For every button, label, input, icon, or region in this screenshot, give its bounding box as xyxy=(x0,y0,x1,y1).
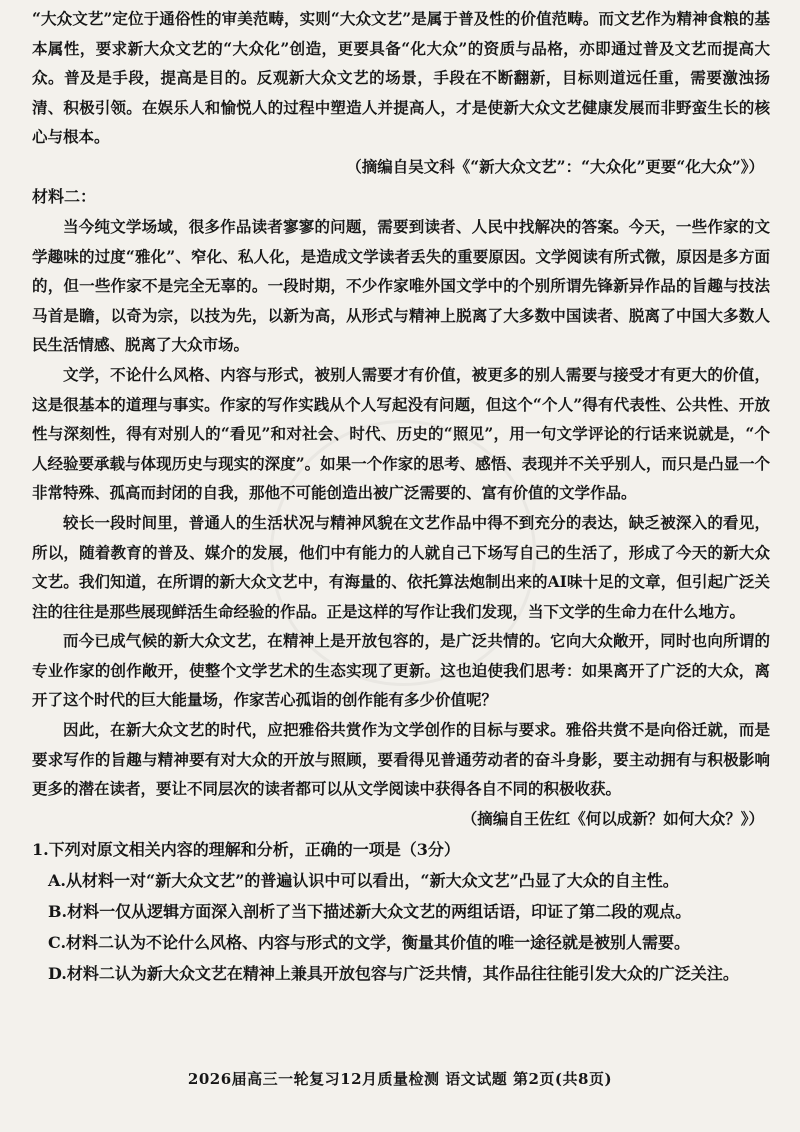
material2-title: 材料二： xyxy=(32,186,97,206)
material2-paragraph-3: 较长一段时间里，普通人的生活状况与精神风貌在文艺作品中得不到充分的表达，缺乏被深入的看见，所以，随着教育的普及、媒介的发展，他们中有能力的人就自己下场写自己的生活了，形成了今天的新大众文艺。我们知道，在所谓的新大众文艺中，有海量的、依托算法炮制出来的AI味十足的文章，但引起广泛关注的往往是那些展现鲜活生命经验的作品。正是这样的写作让我们发现，当下文学的生命力在什么地方。 xyxy=(32,512,770,621)
question-1-option-c xyxy=(32,927,770,958)
material2-paragraph-1: 当今纯文学场域，很多作品读者寥寥的问题，需要到读者、人民中找解决的答案。今天，一些作家的文学趣味的过度“雅化”、窄化、私人化，是造成文学读者丢失的重要原因。文学阅读有所式微，原因是多方面的，但一些作家不是完全无辜的。一段时期，不少作家唯外国文学中的个别所谓先锋新异作品的旨趣与技法马首是瞻，以奇为宗，以技为先，以新为高，从形式与精神上脱离了大多数中国读者、脱离了中国大多数人民生活情感、脱离了大众市场。 xyxy=(32,216,770,355)
material2-paragraph-2: 文学，不论什么风格、内容与形式，被别人需要才有价值，被更多的别人需要与接受才有更大的价值，这是很基本的道理与事实。作家的写作实践从个人写起没有问题，但这个“个人”得有代表性、公共性、开放性与深刻性，得有对别人的“看见”和对社会、时代、历史的“照见”，用一句文学评论的行话来说就是，“个人经验要承载与体现历史与现实的深度”。如果一个作家的思考、感悟、表现并不关乎别人，而只是凸显一个非常特殊、孤高而封闭的自我，那他不可能创造出被广泛需要的、富有价值的文学作品。 xyxy=(32,364,770,503)
option-text: 从材料一对“新大众文艺”的普遍认识中可以看出，“新大众文艺”凸显了大众的自主性。 xyxy=(65,870,679,890)
option-letter: D. xyxy=(48,963,67,983)
question-1-option-a xyxy=(32,865,770,896)
question-1-option-b xyxy=(32,896,770,927)
option-letter: B. xyxy=(48,901,68,921)
material1-source: （摘编自吴文科《“新大众文艺”：“大众化”更要“化大众”》） xyxy=(346,156,764,176)
question-1-stem: 1.下列对原文相关内容的理解和分析，正确的一项是（3分） xyxy=(32,839,460,859)
material2-paragraph-5: 因此，在新大众文艺的时代，应把雅俗共赏作为文学创作的目标与要求。雅俗共赏不是向俗迁就，而是要求写作的旨趣与精神要有对大众的开放与照顾，要看得见普通劳动者的奋斗身影，要主动拥有与积极影响更多的潜在读者，要让不同层次的读者都可以从文学阅读中获得各自不同的积极收获。 xyxy=(32,720,770,799)
option-letter: A. xyxy=(48,870,66,890)
material2-source: （摘编自王佐红《何以成新？如何大众？》） xyxy=(461,808,764,828)
option-text: 材料二认为不论什么风格、内容与形式的文学，衡量其价值的唯一途径就是被别人需要。 xyxy=(66,932,691,952)
material1-tail-paragraph: “大众文艺”定位于通俗性的审美范畴，实则“大众文艺”是属于普及性的价值范畴。而文艺作为精神食粮的基本属性，要求新大众文艺的“大众化”创造，更要具备“化大众”的资质与品格，亦即通过普及文艺而提高大众。普及是手段，提高是目的。反观新大众文艺的场景，手段在不断翻新，目标则道远任重，需要激浊扬清、积极引领。在娱乐人和愉悦人的过程中塑造人并提高人，才是使新大众文艺健康发展而非野蛮生长的核心与根本。 xyxy=(32,9,770,147)
page-footer: 2026届高三一轮复习12月质量检测 语文试题 第2页(共8页) xyxy=(187,1070,613,1088)
option-text: 材料一仅从逻辑方面深入剖析了当下描述新大众文艺的两组话语，印证了第二段的观点。 xyxy=(67,901,692,921)
material2-paragraph-4: 而今已成气候的新大众文艺，在精神上是开放包容的，是广泛共情的。它向大众敞开，同时也向所谓的专业作家的创作敞开，使整个文学艺术的生态实现了更新。这也迫使我们思考：如果离开了广泛的大众，离开了这个时代的巨大能量场，作家苦心孤诣的创作能有多少价值呢？ xyxy=(32,631,770,710)
option-letter: C. xyxy=(48,932,67,952)
question-1-option-d xyxy=(32,958,770,989)
option-text: 材料二认为新大众文艺在精神上兼具开放包容与广泛共情，其作品往往能引发大众的广泛关注。 xyxy=(66,963,739,983)
